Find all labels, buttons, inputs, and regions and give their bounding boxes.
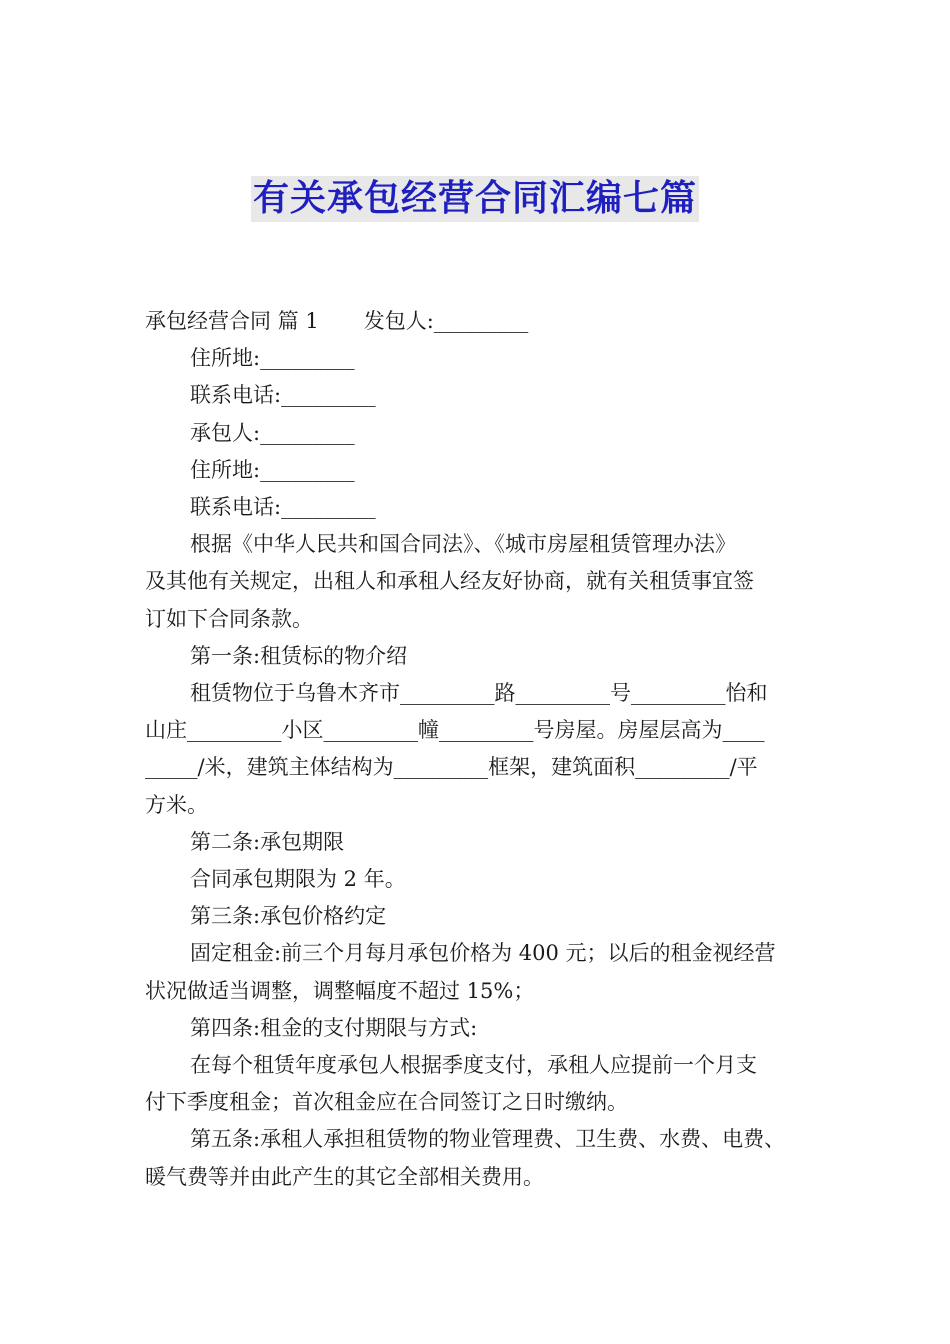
paragraph-line: 在每个租赁年度承包人根据季度支付，承租人应提前一个月支 xyxy=(190,1053,757,1078)
contractor-issuer-field: 发包人:_________ xyxy=(363,309,529,333)
issuer-address-field: 住所地:_________ xyxy=(190,346,355,371)
paragraph-line: 山庄_________小区_________幢_________号房屋。房屋层高为____ xyxy=(145,718,765,743)
paragraph-line: 租赁物位于乌鲁木齐市_________路_________号_________怡和 xyxy=(190,681,768,706)
article-heading: 第三条:承包价格约定 xyxy=(190,904,387,929)
contract-section-label: 承包经营合同 篇 1 xyxy=(145,309,319,333)
article-heading: 第一条:租赁标的物介绍 xyxy=(190,643,408,668)
paragraph-line: _____/米，建筑主体结构为_________框架，建筑面积_________/平 xyxy=(145,755,758,780)
document-body xyxy=(145,303,825,1196)
contractor-address-field: 住所地:_________ xyxy=(190,457,355,482)
title-container xyxy=(0,176,950,222)
paragraph-line: 合同承包期限为 2 年。 xyxy=(190,867,406,892)
paragraph-line: 暖气费等并由此产生的其它全部相关费用。 xyxy=(145,1164,544,1189)
issuer-phone-field: 联系电话:_________ xyxy=(190,383,376,408)
contract-heading-line xyxy=(145,303,825,340)
paragraph-line: 状况做适当调整，调整幅度不超过 15%； xyxy=(145,978,535,1003)
paragraph-line: 订如下合同条款。 xyxy=(145,606,313,631)
paragraph-line: 方米。 xyxy=(145,792,208,817)
article-heading: 第四条:租金的支付期限与方式: xyxy=(190,1015,478,1040)
contractor-phone-field: 联系电话:_________ xyxy=(190,495,376,520)
article-heading: 第五条:承租人承担租赁物的物业管理费、卫生费、水费、电费、 xyxy=(190,1127,786,1152)
paragraph-line: 及其他有关规定，出租人和承租人经友好协商，就有关租赁事宜签 xyxy=(145,569,754,594)
paragraph-line: 付下季度租金；首次租金应在合同签订之日时缴纳。 xyxy=(145,1090,628,1115)
paragraph-line: 根据《中华人民共和国合同法》、《城市房屋租赁管理办法》 xyxy=(190,532,736,557)
contractor-field: 承包人:_________ xyxy=(190,420,355,445)
paragraph-line: 固定租金:前三个月每月承包价格为 400 元；以后的租金视经营 xyxy=(190,941,776,966)
document-title: 有关承包经营合同汇编七篇 xyxy=(251,176,699,222)
article-heading: 第二条:承包期限 xyxy=(190,829,345,854)
